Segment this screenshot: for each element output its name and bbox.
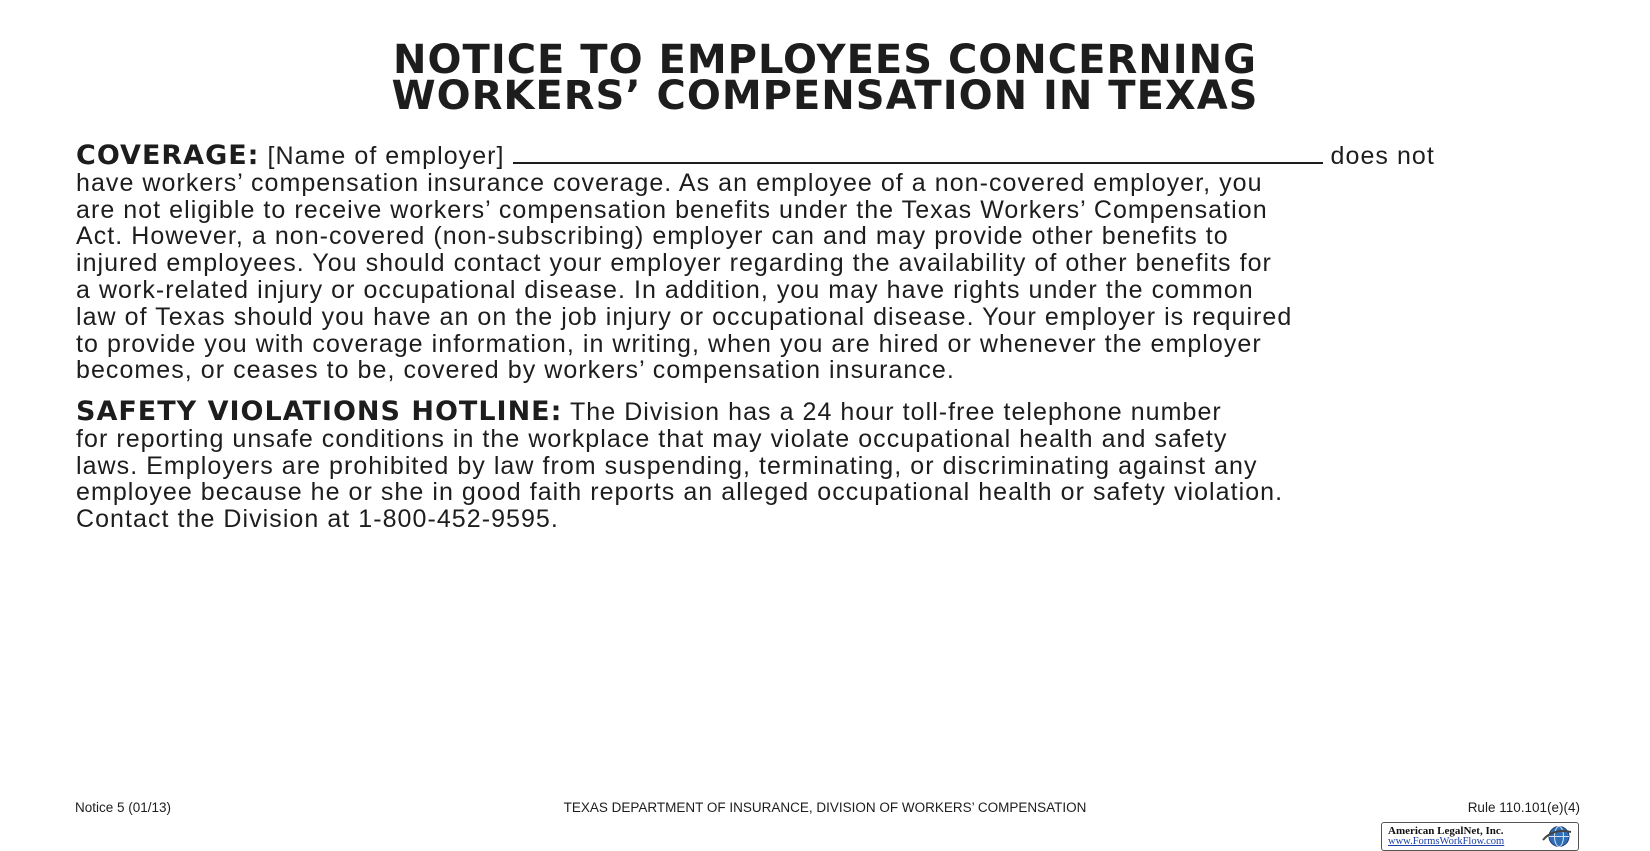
coverage-line: are not eligible to receive workers’ compensation benefits under the Texas Workers’ Compensation [76, 195, 1268, 224]
employer-name-label: [Name of employer] [267, 142, 505, 170]
employer-name-field[interactable] [513, 142, 1323, 164]
badge-url-link[interactable]: www.FormsWorkFlow.com [1388, 836, 1505, 847]
hotline-line: The Division has a 24 hour toll-free telephone number [569, 398, 1222, 426]
hotline-line: laws. Employers are prohibited by law from suspending, terminating, or discriminating against any [76, 451, 1258, 480]
hotline-line: employee because he or she in good faith reports an alleged occupational health or safety violation. [76, 478, 1284, 507]
coverage-line: have workers’ compensation insurance coverage. As an employee of a non-covered employer, you [76, 168, 1263, 197]
footer-notice-number: Notice 5 (01/13) [75, 800, 172, 815]
globe-icon [1539, 824, 1575, 849]
coverage-first-line [76, 142, 1586, 170]
coverage-line: becomes, or ceases to be, covered by workers’ compensation insurance. [76, 356, 955, 385]
coverage-heading: COVERAGE: [76, 140, 260, 171]
footer-agency: TEXAS DEPARTMENT OF INSURANCE, DIVISION OF WORKERS’ COMPENSATION [563, 800, 1087, 815]
hotline-line: for reporting unsafe conditions in the workplace that may violate occupational health and safety [76, 424, 1228, 453]
coverage-line: does not [1330, 142, 1435, 170]
hotline-first-line [76, 396, 1586, 427]
coverage-line: Act. However, a non-covered (non-subscribing) employer can and may provide other benefits to [76, 222, 1229, 251]
title-line-2: WORKERS’ COMPENSATION IN TEXAS [391, 73, 1259, 119]
hotline-line: Contact the Division at 1-800-452-9595. [76, 505, 559, 534]
badge-company: American LegalNet, Inc. [1388, 825, 1504, 837]
coverage-line: injured employees. You should contact your employer regarding the availability of other benefits for [76, 249, 1272, 278]
coverage-line: law of Texas should you have an on the job injury or occupational disease. Your employer is required [76, 302, 1293, 331]
coverage-line: a work-related injury or occupational disease. In addition, you may have rights under the common [76, 275, 1254, 304]
notice-title [0, 37, 1650, 119]
forms-workflow-badge[interactable] [1381, 822, 1579, 851]
hotline-heading: SAFETY VIOLATIONS HOTLINE: [76, 396, 563, 427]
coverage-line: to provide you with coverage information, in writing, when you are hired or whenever the employer [76, 329, 1262, 358]
title-line-1: NOTICE TO EMPLOYEES CONCERNING [393, 37, 1257, 83]
coverage-section [76, 142, 1586, 384]
footer-rule: Rule 110.101(e)(4) [1467, 800, 1580, 815]
hotline-section [76, 396, 1586, 534]
